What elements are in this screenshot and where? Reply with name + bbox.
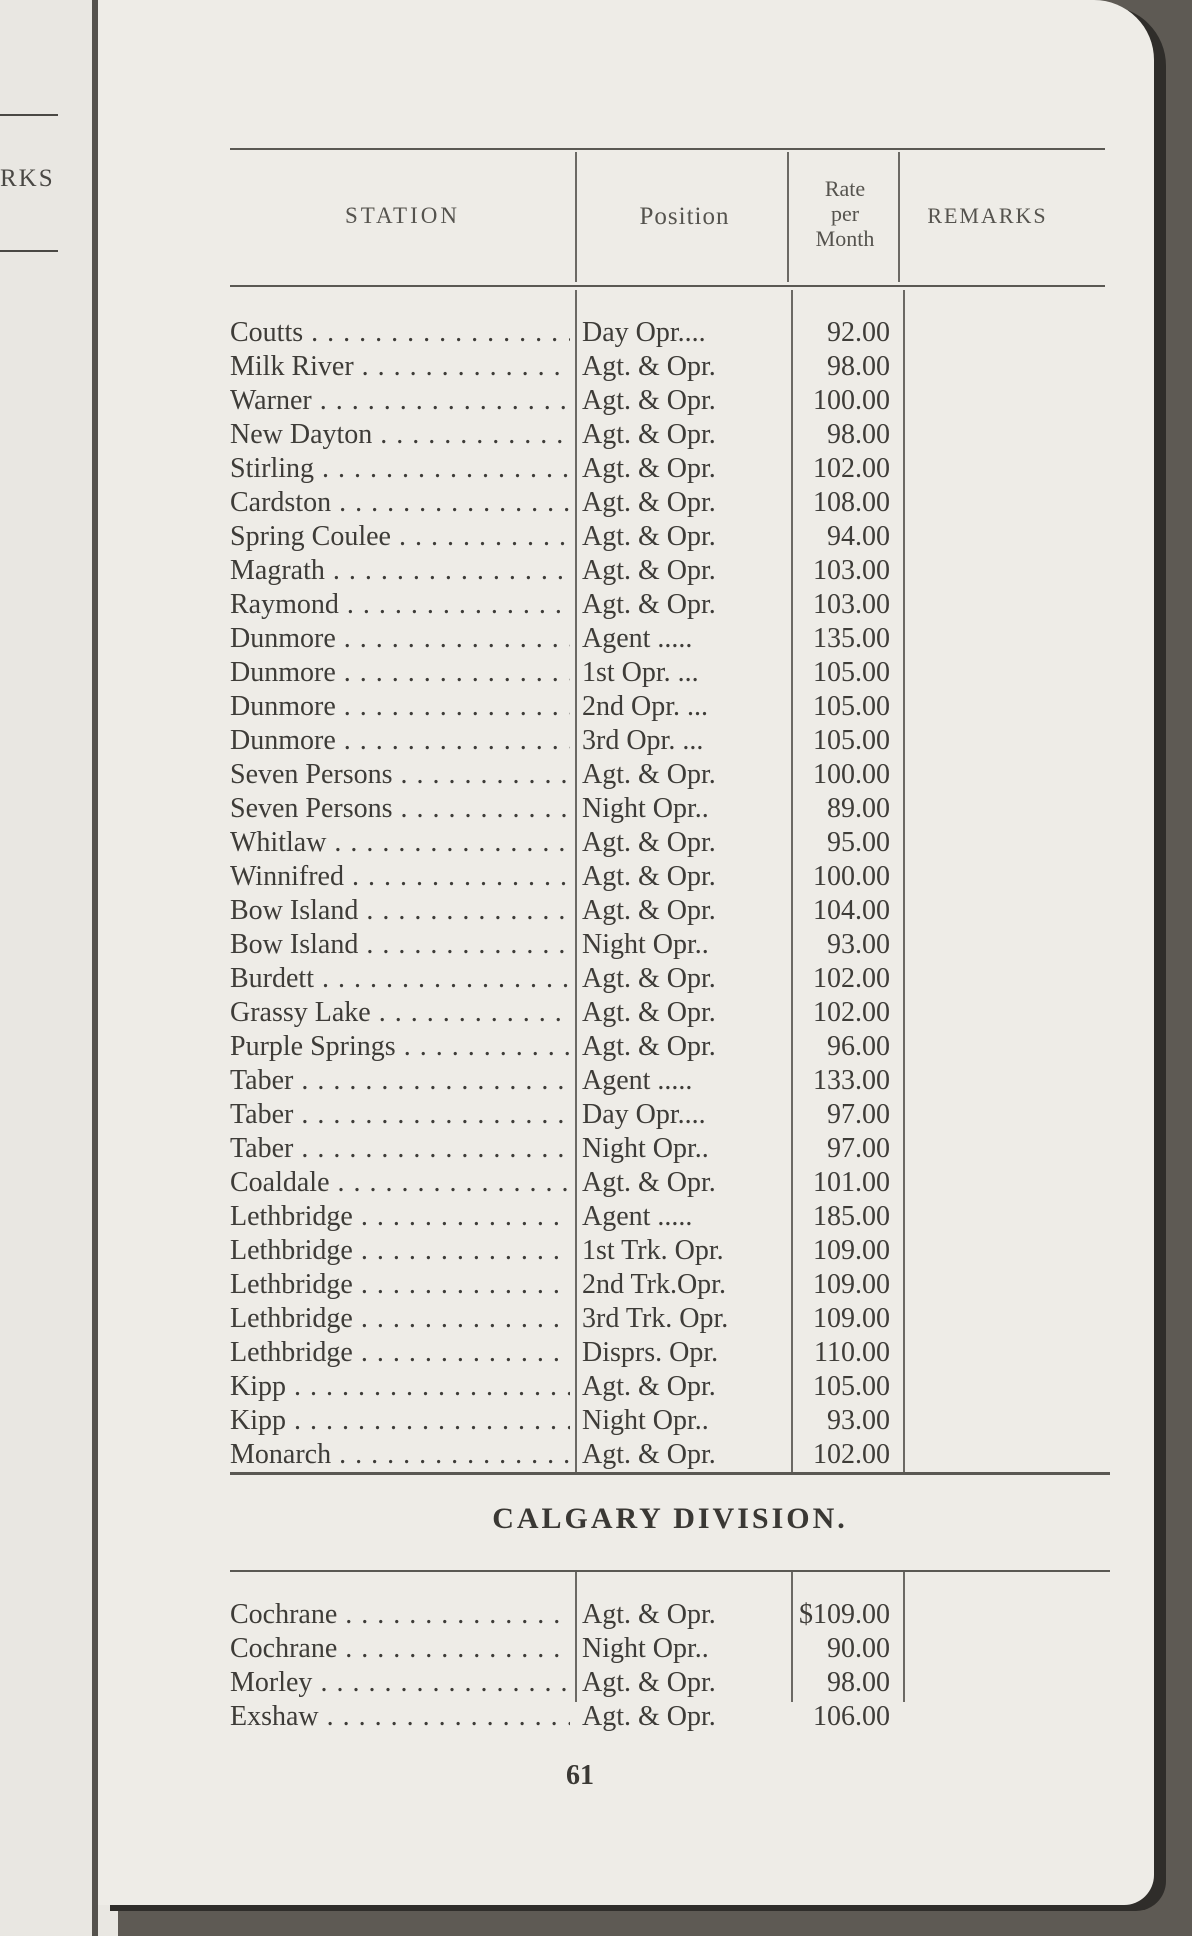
rate-cell: 100.00	[813, 759, 890, 790]
rate-cell: 105.00	[813, 691, 890, 722]
station-cell: Stirling . . .	[230, 452, 570, 486]
table-row	[230, 1404, 1110, 1438]
station-cell: Grassy Lake . . .	[230, 996, 570, 1030]
rate-cell: 93.00	[827, 929, 890, 960]
station-cell: Spring Coulee . . .	[230, 520, 570, 554]
position-cell: Agt. & Opr.	[582, 827, 716, 858]
position-cell: Agt. & Opr.	[582, 1167, 716, 1198]
table-row	[230, 1098, 1110, 1132]
table-row	[230, 1598, 1110, 1632]
position-cell: Night Opr..	[582, 1133, 709, 1164]
station-cell: Warner . . .	[230, 384, 570, 418]
table-row	[230, 996, 1110, 1030]
rate-cell: 102.00	[813, 453, 890, 484]
rate-cell: 185.00	[813, 1201, 890, 1232]
rate-cell: 105.00	[813, 657, 890, 688]
rate-cell: 98.00	[827, 1667, 890, 1698]
station-cell: Dunmore . . .	[230, 690, 570, 724]
calgary-table-body	[230, 1598, 1110, 1734]
station-cell: Dunmore . . .	[230, 656, 570, 690]
position-cell: Agt. & Opr.	[582, 419, 716, 450]
table-row	[230, 554, 1110, 588]
position-cell: Agent .....	[582, 623, 693, 654]
position-cell: Agent .....	[582, 1065, 693, 1096]
position-cell: 3rd Trk. Opr.	[582, 1303, 729, 1334]
table-row	[230, 758, 1110, 792]
rate-cell: 92.00	[827, 317, 890, 348]
station-cell: Taber . . .	[230, 1132, 570, 1166]
station-cell: Lethbridge . . .	[230, 1200, 570, 1234]
table-row	[230, 826, 1110, 860]
station-cell: Winnifred . . .	[230, 860, 570, 894]
rate-cell: 104.00	[813, 895, 890, 926]
station-cell: Bow Island . . .	[230, 894, 570, 928]
rate-cell: 98.00	[827, 419, 890, 450]
rate-cell: 100.00	[813, 861, 890, 892]
table-row	[230, 724, 1110, 758]
position-cell: Agt. & Opr.	[582, 759, 716, 790]
header-rate-line: per	[830, 201, 860, 226]
book-page	[98, 0, 1154, 1905]
station-cell: Cochrane . . .	[230, 1632, 570, 1666]
position-cell: Disprs. Opr.	[582, 1337, 719, 1368]
table-row	[230, 928, 1110, 962]
position-cell: Agt. & Opr.	[582, 521, 716, 552]
table-row	[230, 384, 1110, 418]
table-row	[230, 588, 1110, 622]
station-cell: Kipp . . .	[230, 1404, 570, 1438]
table-row	[230, 656, 1110, 690]
table-row	[230, 316, 1110, 350]
header-position: Position	[639, 203, 730, 230]
header-bottom-rule	[230, 285, 1105, 287]
rate-cell: $109.00	[799, 1599, 890, 1630]
header-remarks: REMARKS	[927, 203, 1048, 228]
table-row	[230, 860, 1110, 894]
table-row	[230, 1268, 1110, 1302]
column-divider	[575, 152, 577, 282]
position-cell: Agt. & Opr.	[582, 453, 716, 484]
station-cell: Taber . . .	[230, 1098, 570, 1132]
station-cell: Taber . . .	[230, 1064, 570, 1098]
lethbridge-table-body	[230, 316, 1110, 1472]
table-row	[230, 350, 1110, 384]
position-cell: Agt. & Opr.	[582, 589, 716, 620]
station-cell: Kipp . . .	[230, 1370, 570, 1404]
position-cell: Night Opr..	[582, 1405, 709, 1436]
rate-cell: 102.00	[813, 997, 890, 1028]
position-cell: Day Opr....	[582, 317, 706, 348]
rate-cell: 106.00	[813, 1701, 890, 1732]
rate-cell: 95.00	[827, 827, 890, 858]
page-number: 61	[566, 1760, 594, 1791]
position-cell: Agt. & Opr.	[582, 1599, 716, 1630]
station-cell: Milk River . . .	[230, 350, 570, 384]
rate-cell: 93.00	[827, 1405, 890, 1436]
division-title: CALGARY DIVISION.	[492, 1502, 848, 1535]
rate-cell: 109.00	[813, 1303, 890, 1334]
station-cell: New Dayton . . .	[230, 418, 570, 452]
header-station: STATION	[345, 203, 460, 228]
header-top-rule	[230, 148, 1105, 150]
station-cell: Dunmore . . .	[230, 724, 570, 758]
table-row	[230, 486, 1110, 520]
rate-cell: 102.00	[813, 963, 890, 994]
rate-cell: 102.00	[813, 1439, 890, 1470]
table-row	[230, 1700, 1110, 1734]
header-rate-line: Rate	[824, 176, 866, 201]
rate-cell: 103.00	[813, 555, 890, 586]
station-cell: Coutts . . .	[230, 316, 570, 350]
rate-cell: 96.00	[827, 1031, 890, 1062]
station-cell: Lethbridge . . .	[230, 1234, 570, 1268]
table-row	[230, 1200, 1110, 1234]
position-cell: 2nd Trk.Opr.	[582, 1269, 726, 1300]
position-cell: Day Opr....	[582, 1099, 706, 1130]
table-row	[230, 1370, 1110, 1404]
position-cell: Agt. & Opr.	[582, 385, 716, 416]
station-cell: Exshaw . . .	[230, 1700, 570, 1734]
station-cell: Burdett . . .	[230, 962, 570, 996]
table-row	[230, 1336, 1110, 1370]
facing-page-rule-bottom	[0, 250, 58, 252]
division-table-top-rule	[230, 1570, 1110, 1572]
table-row	[230, 452, 1110, 486]
rate-cell: 90.00	[827, 1633, 890, 1664]
station-cell: Cochrane . . .	[230, 1598, 570, 1632]
position-cell: Agt. & Opr.	[582, 1439, 716, 1470]
table-row	[230, 1064, 1110, 1098]
rate-cell: 133.00	[813, 1065, 890, 1096]
position-cell: 1st Trk. Opr.	[582, 1235, 724, 1266]
position-cell: Night Opr..	[582, 929, 709, 960]
position-cell: 1st Opr. ...	[582, 657, 699, 688]
table-row	[230, 1132, 1110, 1166]
rate-cell: 135.00	[813, 623, 890, 654]
position-cell: Night Opr..	[582, 1633, 709, 1664]
table-row	[230, 792, 1110, 826]
position-cell: Agt. & Opr.	[582, 1031, 716, 1062]
station-cell: Seven Persons . . .	[230, 792, 570, 826]
position-cell: Night Opr..	[582, 793, 709, 824]
table-row	[230, 962, 1110, 996]
rate-cell: 98.00	[827, 351, 890, 382]
rate-cell: 103.00	[813, 589, 890, 620]
station-cell: Dunmore . . .	[230, 622, 570, 656]
rate-cell: 105.00	[813, 725, 890, 756]
rate-cell: 105.00	[813, 1371, 890, 1402]
table-row	[230, 1234, 1110, 1268]
position-cell: Agt. & Opr.	[582, 1371, 716, 1402]
position-cell: Agt. & Opr.	[582, 351, 716, 382]
station-cell: Raymond . . .	[230, 588, 570, 622]
table-row	[230, 520, 1110, 554]
table-row	[230, 894, 1110, 928]
station-cell: Morley . . .	[230, 1666, 570, 1700]
table-row	[230, 1166, 1110, 1200]
position-cell: 2nd Opr. ...	[582, 691, 708, 722]
position-cell: Agt. & Opr.	[582, 997, 716, 1028]
position-cell: Agent .....	[582, 1201, 693, 1232]
table-end-rule	[230, 1472, 1110, 1475]
table-row	[230, 1302, 1110, 1336]
header-rate	[790, 176, 900, 251]
station-cell: Bow Island . . .	[230, 928, 570, 962]
station-cell: Lethbridge . . .	[230, 1302, 570, 1336]
position-cell: Agt. & Opr.	[582, 963, 716, 994]
rate-cell: 94.00	[827, 521, 890, 552]
table-row	[230, 1632, 1110, 1666]
position-cell: Agt. & Opr.	[582, 1667, 716, 1698]
table-row	[230, 690, 1110, 724]
station-cell: Coaldale . . .	[230, 1166, 570, 1200]
station-cell: Purple Springs . . .	[230, 1030, 570, 1064]
position-cell: Agt. & Opr.	[582, 895, 716, 926]
table-row	[230, 1438, 1110, 1472]
table-row	[230, 1030, 1110, 1064]
header-rate-line: Month	[815, 226, 875, 251]
position-cell: Agt. & Opr.	[582, 487, 716, 518]
rate-cell: 109.00	[813, 1269, 890, 1300]
table-row	[230, 1666, 1110, 1700]
position-cell: Agt. & Opr.	[582, 861, 716, 892]
station-cell: Magrath . . .	[230, 554, 570, 588]
rate-cell: 97.00	[827, 1099, 890, 1130]
station-cell: Cardston . . .	[230, 486, 570, 520]
position-cell: Agt. & Opr.	[582, 555, 716, 586]
position-cell: 3rd Opr. ...	[582, 725, 704, 756]
rate-cell: 109.00	[813, 1235, 890, 1266]
station-cell: Lethbridge . . .	[230, 1268, 570, 1302]
facing-page-rule-top	[0, 114, 58, 116]
table-row	[230, 622, 1110, 656]
station-cell: Lethbridge . . .	[230, 1336, 570, 1370]
station-cell: Whitlaw . . .	[230, 826, 570, 860]
table-row	[230, 418, 1110, 452]
facing-page-header-fragment: RKS	[0, 165, 55, 192]
rate-cell: 101.00	[813, 1167, 890, 1198]
rate-cell: 108.00	[813, 487, 890, 518]
rate-cell: 89.00	[827, 793, 890, 824]
rate-cell: 110.00	[814, 1337, 890, 1368]
station-cell: Monarch . . .	[230, 1438, 570, 1472]
rate-cell: 97.00	[827, 1133, 890, 1164]
rate-cell: 100.00	[813, 385, 890, 416]
position-cell: Agt. & Opr.	[582, 1701, 716, 1732]
station-cell: Seven Persons . . .	[230, 758, 570, 792]
